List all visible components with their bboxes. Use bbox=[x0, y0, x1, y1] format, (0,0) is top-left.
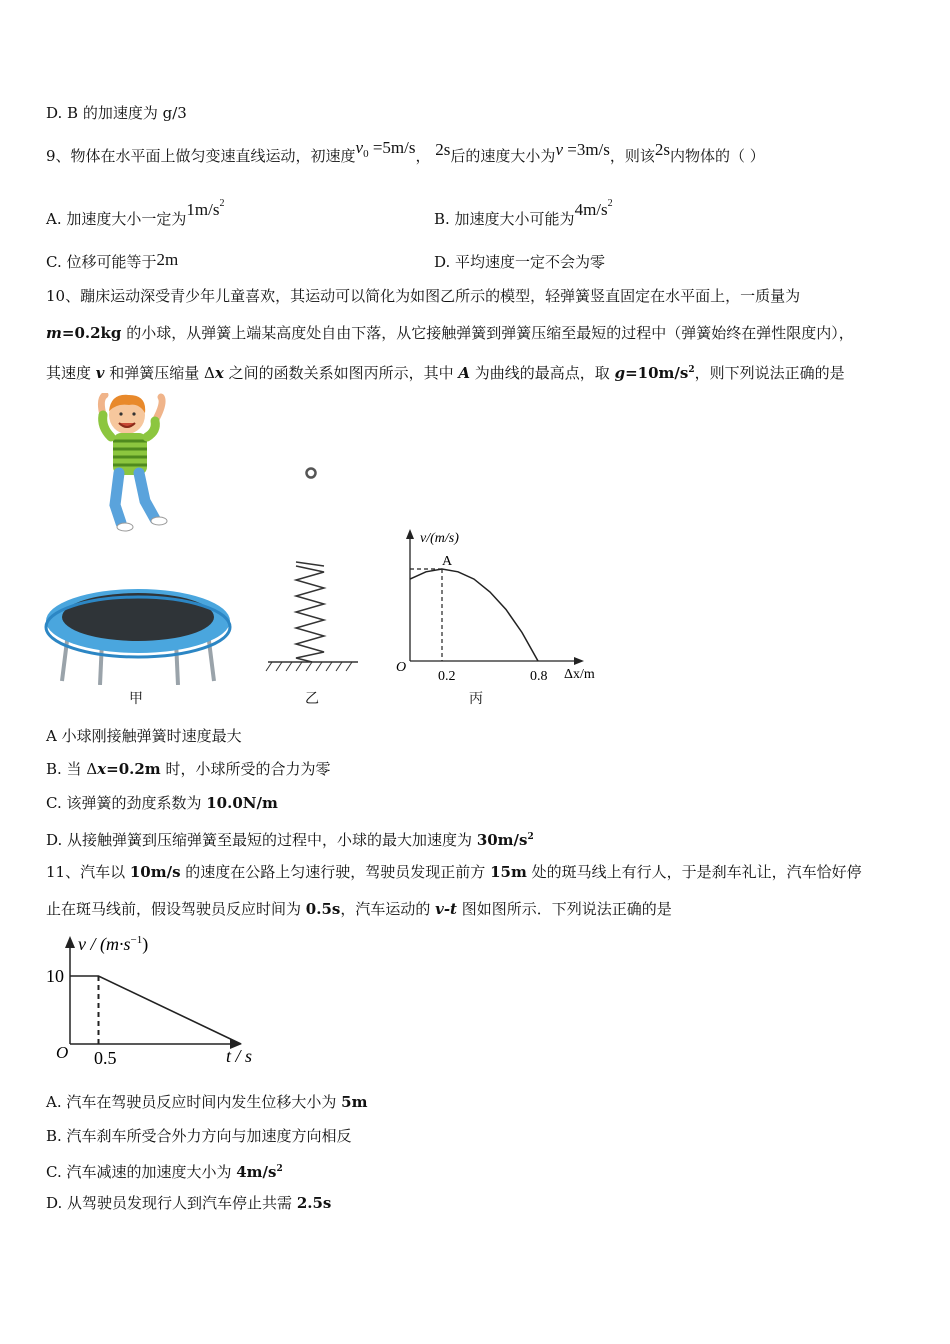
q9-option-d: D. 平均速度一定不会为零 bbox=[434, 253, 606, 271]
vt-x-tick: 0.5 bbox=[94, 1048, 117, 1068]
q11-line1-c: 的速度在公路上匀速行驶，驾驶员发现正前方 bbox=[180, 863, 491, 881]
q11-option-d-text: D. 从驾驶员发现行人到汽车停止共需 bbox=[46, 1194, 297, 1212]
q10-option-c-text: C. 该弹簧的劲度系数为 bbox=[46, 794, 207, 812]
q9-option-b bbox=[434, 198, 613, 229]
vt-y-label: $v / (m\cdot s^{-1})$ bbox=[78, 934, 149, 954]
q10-option-b-text-1: B. 当 Δ bbox=[46, 760, 98, 778]
q11-line2-a: 止在斑马线前，假设驾驶员反应时间为 bbox=[46, 900, 306, 918]
q9-v-value: =3m/s bbox=[562, 140, 610, 159]
q11-line2-c: ，汽车运动的 bbox=[340, 900, 436, 918]
q11-line2-e: 图如图所示．下列说法正确的是 bbox=[456, 900, 672, 918]
q10-option-d-text: D. 从接触弹簧到压缩弹簧至最短的过程中，小球的最大加速度为 bbox=[46, 831, 477, 849]
bing-peak-label: A bbox=[442, 554, 453, 569]
q10-option-c bbox=[46, 793, 278, 813]
caption-bing: 丙 bbox=[469, 691, 483, 707]
q11-option-a-value: 5m bbox=[341, 1093, 368, 1111]
bing-origin: O bbox=[396, 660, 407, 675]
trampoline-illustration bbox=[42, 585, 234, 685]
vt-velocity-line bbox=[70, 976, 241, 1044]
q10-line3-c: 之间的函数关系如图丙所示，其中 bbox=[223, 364, 459, 382]
q11-option-a bbox=[46, 1092, 367, 1112]
vt-y-tick: 10 bbox=[46, 966, 64, 986]
q9-v0-value: =5m/s bbox=[368, 138, 416, 157]
q11-option-c-value: 4m/s bbox=[236, 1163, 277, 1181]
ball-spring-model bbox=[262, 460, 362, 672]
q9-option-b-exp: 2 bbox=[607, 198, 613, 209]
q9-t-value: 2s bbox=[435, 140, 451, 159]
q9-stem-text-1: 9、物体在水平面上做匀变速直线运动，初速度 bbox=[46, 147, 356, 165]
q10-line3-x: x bbox=[214, 364, 224, 382]
q10-line3-A: A bbox=[458, 364, 471, 382]
q9-option-a-exp: 2 bbox=[219, 198, 225, 209]
q11-vt-graph bbox=[42, 928, 272, 1068]
q10-line3-f: ，则下列说法正确的是 bbox=[694, 364, 845, 382]
q11-option-a-text: A. 汽车在驾驶员反应时间内发生位移大小为 bbox=[46, 1093, 342, 1111]
q9-option-a bbox=[46, 198, 225, 229]
q10-line3-a: 其速度 bbox=[46, 364, 96, 382]
q9-option-b-text: B. 加速度大小可能为 bbox=[434, 210, 575, 228]
bing-x-arrow bbox=[574, 657, 584, 665]
q10-line3-d: 为曲线的最高点，取 bbox=[470, 364, 615, 382]
q10-stem-line-3 bbox=[46, 360, 845, 383]
bing-x-tick-0-2: 0.2 bbox=[438, 669, 456, 684]
q11-line1-a: 11、汽车以 bbox=[46, 863, 130, 881]
vt-origin: O bbox=[56, 1043, 69, 1062]
q9-option-b-value: 4m/s bbox=[574, 200, 608, 219]
caption-yi: 乙 bbox=[305, 691, 319, 707]
q9-option-a-value: 1m/s bbox=[186, 200, 220, 219]
q11-option-d bbox=[46, 1193, 331, 1213]
child-jumping-illustration bbox=[95, 393, 175, 533]
q11-stem-line-1 bbox=[46, 862, 862, 882]
q11-line1-d: 15m bbox=[490, 863, 527, 881]
q11-option-c bbox=[46, 1159, 283, 1182]
bing-x-label: Δx/m bbox=[564, 667, 595, 682]
q11-line1-e: 处的斑马线上有行人，于是刹车礼让，汽车恰好停 bbox=[526, 863, 862, 881]
q10-line3-e: =10m/s bbox=[625, 364, 689, 382]
q10-line3-g: g bbox=[614, 364, 626, 382]
bing-x-tick-0-8: 0.8 bbox=[530, 669, 548, 684]
q10-line3-v: v bbox=[95, 364, 105, 382]
bing-y-label: v/(m/s) bbox=[420, 531, 459, 546]
q10-option-b bbox=[46, 759, 330, 779]
q10-option-d-value: 30m/s bbox=[476, 831, 528, 849]
q11-option-c-text: C. 汽车减速的加速度大小为 bbox=[46, 1163, 237, 1181]
q9-v0-sub: 0 bbox=[363, 148, 369, 160]
q10-option-a: A 小球刚接触弹簧时速度最大 bbox=[46, 727, 242, 745]
q10-mass-symbol: m bbox=[46, 324, 62, 342]
q11-option-c-exp: 2 bbox=[276, 1164, 283, 1174]
caption-jia: 甲 bbox=[129, 691, 143, 707]
q8-option-d: D. B 的加速度为 g/3 bbox=[46, 104, 187, 122]
q9-option-c bbox=[46, 252, 178, 272]
q9-option-c-text: C. 位移可能等于 bbox=[46, 253, 157, 271]
q10-option-c-value: 10.0N/m bbox=[206, 794, 278, 812]
q10-option-b-x: x bbox=[97, 760, 107, 778]
q9-v0-symbol: v bbox=[355, 138, 364, 157]
q11-option-b: B. 汽车刹车所受合外力方向与加速度方向相反 bbox=[46, 1127, 352, 1145]
bing-y-arrow bbox=[406, 529, 414, 539]
q9-stem-text-2: 后的速度大小为 bbox=[450, 147, 556, 165]
q9-option-c-value: 2m bbox=[156, 250, 179, 269]
q10-option-b-text-2: 时，小球所受的合力为零 bbox=[160, 760, 331, 778]
q9-stem-text-3: ，则该 bbox=[609, 147, 655, 165]
q10-stem-line-2 bbox=[46, 323, 854, 343]
q10-stem-line-2-text: 的小球，从弹簧上端某高度处自由下落，从它接触弹簧到弹簧压缩至最短的过程中（弹簧始终在弹性限度内）， bbox=[121, 324, 854, 342]
q10-line3-exp: 2 bbox=[688, 365, 695, 375]
q11-line1-b: 10m/s bbox=[129, 863, 181, 881]
bing-velocity-curve bbox=[410, 569, 538, 661]
q9-t-value-2: 2s bbox=[654, 140, 671, 159]
q11-stem-line-2 bbox=[46, 899, 672, 919]
q10-stem-line-1: 10、蹦床运动深受青少年儿童喜欢，其运动可以简化为如图乙所示的模型，轻弹簧竖直固定在水平面上，一质量为 bbox=[46, 287, 801, 305]
vt-y-arrow bbox=[65, 936, 75, 948]
spring bbox=[296, 566, 324, 662]
q10-mass-value: =0.2kg bbox=[61, 324, 122, 342]
q11-line2-d: v-t bbox=[435, 900, 457, 918]
q9-comma: ， bbox=[415, 147, 431, 165]
q11-line2-b: 0.5s bbox=[305, 900, 341, 918]
q10-option-d-exp: 2 bbox=[527, 832, 534, 842]
q10-velocity-compression-graph bbox=[388, 525, 608, 685]
vt-x-label: t / s bbox=[226, 1046, 253, 1066]
q9-stem bbox=[46, 138, 765, 172]
q9-v-symbol: v bbox=[555, 140, 563, 159]
q9-stem-text-4: 内物体的（ ） bbox=[670, 147, 765, 165]
q9-option-a-text: A. 加速度大小一定为 bbox=[46, 210, 187, 228]
q10-line3-b: 和弹簧压缩量 Δ bbox=[104, 364, 215, 382]
q10-option-d bbox=[46, 827, 534, 850]
q11-option-d-value: 2.5s bbox=[296, 1194, 332, 1212]
q10-option-b-value: =0.2m bbox=[106, 760, 161, 778]
